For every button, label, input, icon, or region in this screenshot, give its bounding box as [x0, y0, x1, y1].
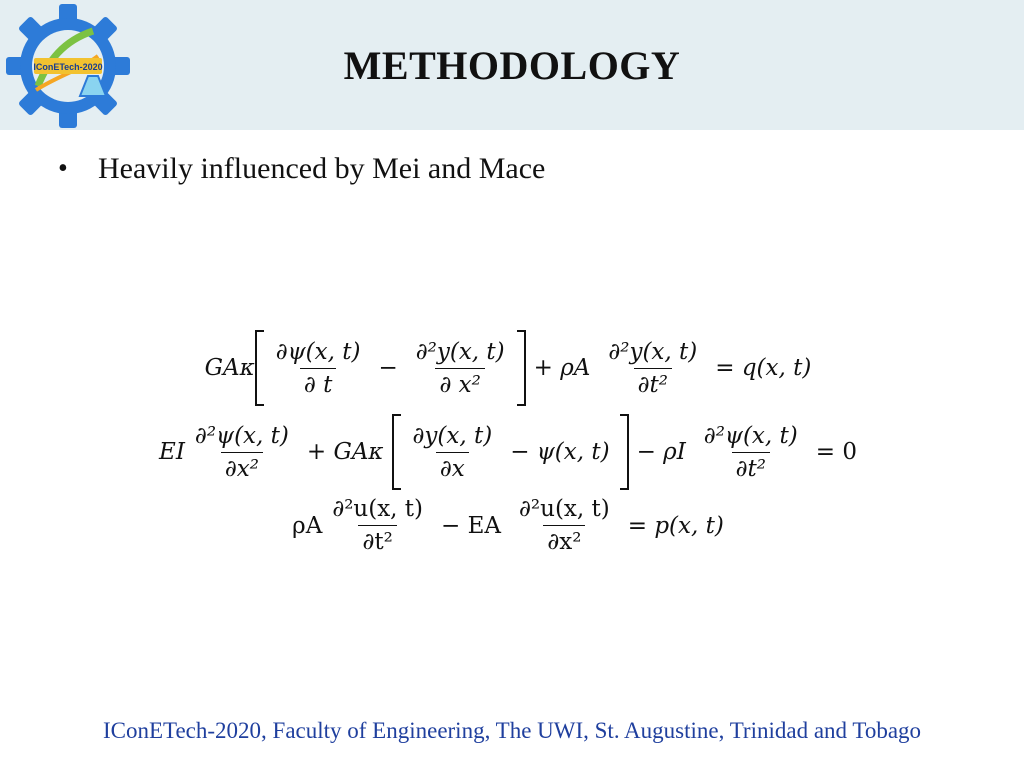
logo-text: IConETech-2020 — [33, 62, 103, 72]
equation-1 — [0, 330, 1024, 406]
eq1-frac-1-num: ∂ψ(x, t) — [275, 338, 361, 365]
eq3-frac-2-num: ∂²u(x, t) — [519, 496, 610, 522]
eq3-minus: − EA — [441, 512, 502, 539]
eq1-rhs: = q(x, t) — [715, 355, 812, 381]
eq3-frac-1-den: ∂t² — [358, 525, 396, 555]
eq3-frac-2-den: ∂x² — [543, 525, 585, 555]
right-bracket — [517, 330, 526, 406]
right-bracket — [620, 414, 629, 490]
eq1-frac-3-num: ∂²y(x, t) — [608, 338, 698, 365]
eq1-coeff: GAκ — [204, 355, 255, 381]
eq1-frac-2-den: ∂ x² — [435, 368, 484, 398]
eq2-frac-2-num: ∂y(x, t) — [412, 422, 493, 449]
eq1-frac-1 — [272, 339, 365, 398]
eq2-frac-3-num: ∂²ψ(x, t) — [703, 422, 798, 449]
eq2-inner: − ψ(x, t) — [510, 439, 610, 465]
bullet-dot-icon: • — [58, 153, 68, 184]
equation-block — [0, 330, 1024, 570]
eq2-frac-1 — [191, 423, 293, 482]
eq1-minus: − — [378, 355, 398, 381]
eq2-frac-1-num: ∂²ψ(x, t) — [194, 422, 289, 449]
eq3-rhs: = p(x, t) — [627, 512, 724, 539]
eq2-frac-3-den: ∂t² — [732, 452, 770, 482]
equation-3 — [0, 496, 1024, 555]
eq1-bracket-group — [255, 330, 526, 406]
eq3-frac-1 — [328, 496, 427, 555]
eq2-bracket-group — [392, 414, 629, 490]
eq2-frac-2 — [409, 423, 497, 482]
slide-title: METHODOLOGY — [343, 43, 681, 88]
eq1-frac-3-den: ∂t² — [634, 368, 672, 398]
eq3-frac-2 — [515, 496, 614, 555]
equation-2 — [0, 414, 1024, 490]
eq2-minus: − ρI — [636, 439, 686, 465]
eq1-frac-2 — [412, 339, 509, 398]
left-bracket — [255, 330, 264, 406]
eq1-frac-2-num: ∂²y(x, t) — [415, 338, 505, 365]
eq3-frac-1-num: ∂²u(x, t) — [332, 496, 424, 522]
eq2-rhs: = 0 — [815, 439, 857, 465]
bullet-item — [58, 152, 545, 186]
slide-header — [0, 0, 1024, 130]
eq2-frac-3 — [700, 423, 802, 482]
eq3-coeff: ρA — [292, 512, 323, 539]
left-bracket — [392, 414, 401, 490]
eq1-frac-3 — [604, 339, 701, 398]
eq2-frac-1-den: ∂x² — [221, 452, 263, 482]
bullet-text: Heavily influenced by Mei and Mace — [98, 152, 546, 185]
slide-footer: IConETech-2020, Faculty of Engineering, The UWI, St. Augustine, Trinidad and Tobago — [102, 718, 922, 743]
eq1-frac-1-den: ∂ t — [300, 368, 336, 398]
eq1-plus: + ρA — [533, 355, 591, 381]
eq2-frac-2-den: ∂x — [436, 452, 469, 482]
eq2-plus: + GAκ — [306, 439, 384, 465]
eq2-coeff: EI — [159, 439, 185, 465]
